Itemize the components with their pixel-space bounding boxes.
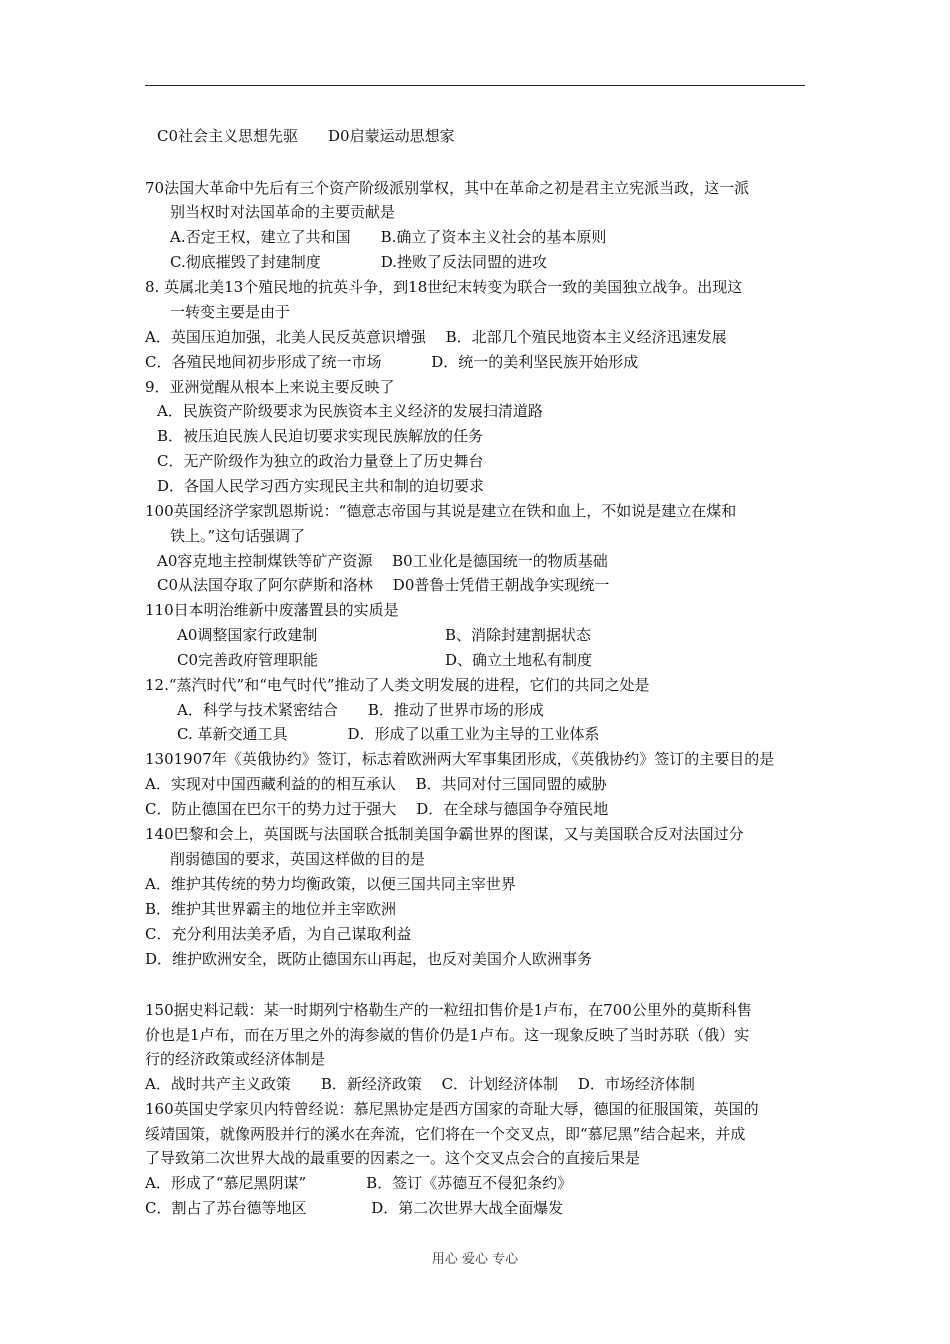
q14-stem-cont: 削弱德国的要求，英国这样做的目的是 <box>170 850 426 868</box>
q16-options-ab: A．形成了“慕尼黑阴谋” B．签订《苏德互不侵犯条约》 <box>145 1174 573 1192</box>
q16-options-cd: C．割占了苏台德等地区 D．第二次世界大战全面爆发 <box>145 1199 564 1217</box>
q15-options: A．战时共产主义政策 B．新经济政策 C．计划经济体制 D．市场经济体制 <box>145 1075 695 1093</box>
q7-options-ab: A.否定王权，建立了共和国 B.确立了资本主义社会的基本原则 <box>170 228 607 246</box>
q14-stem: 140巴黎和会上，英国既与法国联合抵制美国争霸世界的图谋，又与美国联合反对法国过分 <box>145 825 744 843</box>
q6-options-cd: C0社会主义思想先驱 D0启蒙运动思想家 <box>157 127 455 145</box>
q8-options-ab: A．英国压迫加强，北美人民反英意识增强 B．北部几个殖民地资本主义经济迅速发展 <box>145 328 727 346</box>
q10-stem: 100英国经济学家凯恩斯说：“德意志帝国与其说是建立在铁和血上，不如说是建立在煤和 <box>145 502 737 520</box>
q9-stem: 9．亚洲觉醒从根本上来说主要反映了 <box>145 378 395 396</box>
q9-option-a: A．民族资产阶级要求为民族资本主义经济的发展扫清道路 <box>157 402 543 420</box>
q7-stem-cont: 别当权时对法国革命的主要贡献是 <box>170 203 396 221</box>
q11-stem: 110日本明治维新中废藩置县的实质是 <box>145 601 399 619</box>
q13-options-ab: A．实现对中国西藏利益的的相互承认 B．共同对付三国同盟的威胁 <box>145 775 607 793</box>
q14-option-c: C．充分利用法美矛盾，为自己谋取利益 <box>145 925 412 943</box>
q11-option-a: A0调整国家行政建制 <box>177 626 318 644</box>
page-footer: 用心 爱心 专心 <box>431 1252 519 1267</box>
q15-stem: 150据史料记载：某一时期列宁格勒生产的一粒纽扣售价是1卢布，在700公里外的莫斯科售 <box>145 1001 752 1019</box>
header-rule <box>145 85 805 86</box>
q14-option-b: B．维护其世界霸主的地位并主宰欧洲 <box>145 900 397 918</box>
q10-options-ab: A0容克地主控制煤铁等矿产资源 B0工业化是德国统一的物质基础 <box>157 552 608 570</box>
q12-stem: 12.“蒸汽时代”和“电气时代”推动了人类文明发展的进程，它们的共同之处是 <box>145 676 650 694</box>
q16-stem-cont-2: 了导致第二次世界大战的最重要的因素之一。这个交叉点会合的直接后果是 <box>145 1149 641 1167</box>
q7-options-cd: C.彻底摧毁了封建制度 D.挫败了反法同盟的进攻 <box>170 253 547 271</box>
q11-option-d: D、确立土地私有制度 <box>445 651 593 669</box>
q15-stem-cont-1: 价也是1卢布，而在万里之外的海参崴的售价仍是1卢布。这一现象反映了当时苏联（俄）实 <box>145 1026 750 1044</box>
q9-option-c: C．无产阶级作为独立的政治力量登上了历史舞台 <box>157 452 484 470</box>
q14-option-d: D．维护欧洲安全，既防止德国东山再起，也反对美国介人欧洲事务 <box>145 950 593 968</box>
q9-option-d: D．各国人民学习西方实现民主共和制的迫切要求 <box>157 477 485 495</box>
q12-options-cd: C. 革新交通工具 D．形成了以重工业为主导的工业体系 <box>177 725 600 743</box>
q8-options-cd: C．各殖民地间初步形成了统一市场 D．统一的美利坚民族开始形成 <box>145 353 639 371</box>
q11-option-b: B、消除封建割据状态 <box>445 626 592 644</box>
q8-stem: 8. 英属北美13个殖民地的抗英斗争，到18世纪末转变为联合一致的美国独立战争。出现这 <box>145 278 743 296</box>
q9-option-b: B．被压迫民族人民迫切要求实现民族解放的任务 <box>157 427 484 445</box>
q11-option-c: C0完善政府管理职能 <box>177 651 319 669</box>
q15-stem-cont-2: 行的经济政策或经济体制是 <box>145 1050 326 1068</box>
q10-stem-cont: 铁上。”这句话强调了 <box>170 527 306 545</box>
q10-options-cd: C0从法国夺取了阿尔萨斯和洛林 D0普鲁士凭借王朝战争实现统一 <box>157 576 610 594</box>
q8-stem-cont: 一转变主要是由于 <box>170 303 291 321</box>
q14-option-a: A．维护其传统的势力均衡政策，以便三国共同主宰世界 <box>145 875 516 893</box>
q16-stem: 160英国史学家贝内特曾经说：慕尼黑协定是西方国家的奇耻大辱，德国的征服国策，英国的 <box>145 1100 759 1118</box>
q16-stem-cont-1: 绥靖国策，就像两股并行的溪水在奔流，它们将在一个交叉点，即“慕尼黑”结合起来，并成 <box>145 1125 746 1143</box>
q13-options-cd: C．防止德国在巴尔干的势力过于强大 D．在全球与德国争夺殖民地 <box>145 800 609 818</box>
q7-stem: 70法国大革命中先后有三个资产阶级派别掌权，其中在革命之初是君主立宪派当政，这一派 <box>145 179 750 197</box>
q12-options-ab: A．科学与技术紧密结合 B．推动了世界市场的形成 <box>177 701 544 719</box>
q13-stem: 1301907年《英俄协约》签订，标志着欧洲两大军事集团形成，《英俄协约》签订的主要目的是 <box>145 750 775 768</box>
